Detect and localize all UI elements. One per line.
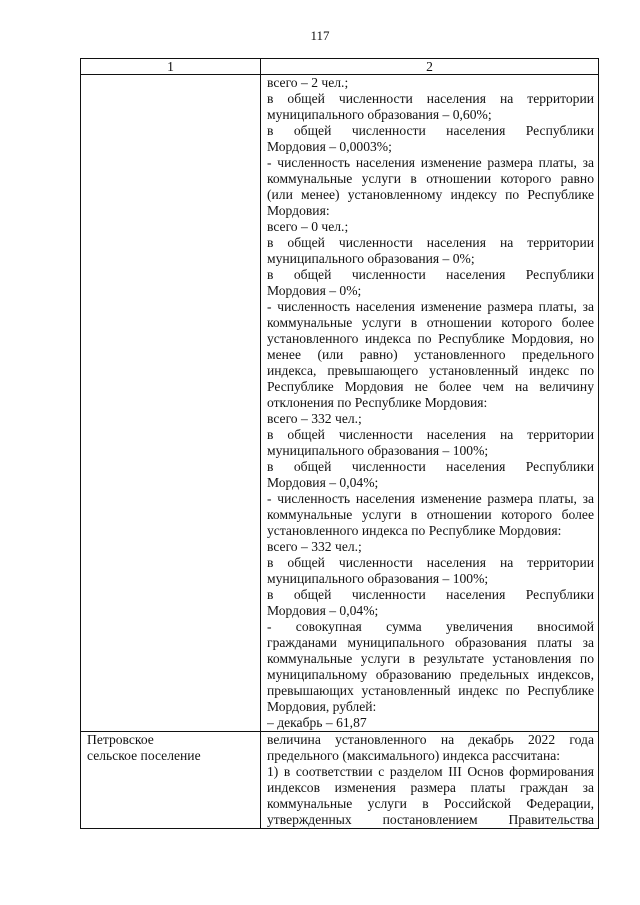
text-line: величина установленного на декабрь 2022 года: [267, 732, 594, 747]
indicator-cell: [261, 732, 599, 829]
text-line: - численность населения изменение размера платы, за: [267, 491, 594, 506]
text-line: Мордовия:: [267, 203, 330, 218]
text-line: муниципальному образованию предельных индексов,: [267, 667, 594, 682]
text-line: в общей численности населения на территории: [267, 91, 594, 106]
text-line: предельного (максимального) индекса рассчитана:: [267, 748, 561, 763]
text-line: коммунальные услуги в отношении которого более: [267, 315, 594, 330]
table-header-row: [81, 59, 599, 75]
municipality-name: Петровское: [87, 732, 154, 747]
text-line: Мордовия – 0%;: [267, 283, 362, 298]
text-line: всего – 332 чел.;: [267, 411, 362, 426]
text-line: превышающих установленный индекс по Республике: [267, 683, 594, 698]
text-line: индексов изменения размера платы граждан за: [267, 780, 594, 795]
text-line: всего – 2 чел.;: [267, 75, 349, 90]
text-line: коммунальные услуги в результате установления по: [267, 651, 594, 666]
text-line: гражданами муниципального образования платы за: [267, 635, 594, 650]
text-line: муниципального образования – 0%;: [267, 251, 475, 266]
text-line: утвержденных постановлением Правительства: [267, 812, 594, 827]
document-table: [80, 58, 599, 829]
indicator-text: [267, 732, 594, 828]
column-header: 1: [81, 59, 261, 75]
text-line: в общей численности населения Республики: [267, 459, 594, 474]
text-line: – декабрь – 61,87: [267, 715, 367, 730]
text-line: коммунальные услуги в Российской Федерации,: [267, 796, 594, 811]
text-line: в общей численности населения Республики: [267, 123, 594, 138]
text-line: установленного индекса по Республике Мордовия:: [267, 523, 562, 538]
text-line: - численность населения изменение размера платы, за: [267, 299, 594, 314]
column-header: 2: [261, 59, 599, 75]
text-line: муниципального образования – 100%;: [267, 571, 489, 586]
table-row: [81, 732, 599, 829]
text-line: в общей численности населения на территории: [267, 427, 594, 442]
text-line: Мордовия – 0,04%;: [267, 603, 379, 618]
text-line: всего – 0 чел.;: [267, 219, 349, 234]
text-line: 1) в соответствии с разделом III Основ формирования: [267, 764, 594, 779]
text-line: Мордовия – 0,04%;: [267, 475, 379, 490]
page-number: 117: [310, 28, 330, 43]
text-line: в общей численности населения Республики: [267, 267, 594, 282]
text-line: менее (или равно) установленного предельного: [267, 347, 594, 362]
municipality-cell: [81, 732, 261, 829]
indicator-text: [267, 75, 594, 731]
municipality-type: сельское поселение: [87, 748, 201, 763]
text-line: (или менее) установленному индексу по Республике: [267, 187, 594, 202]
text-line: всего – 332 чел.;: [267, 539, 362, 554]
text-line: в общей численности населения Республики: [267, 587, 594, 602]
text-line: в общей численности населения на территории: [267, 235, 594, 250]
text-line: Республике Мордовия не более чем на величину: [267, 379, 594, 394]
text-line: коммунальные услуги в отношении которого равно: [267, 171, 594, 186]
text-line: установленного индекса по Республике Мордовия, но: [267, 331, 594, 346]
text-line: муниципального образования – 100%;: [267, 443, 489, 458]
indicator-cell: [261, 75, 599, 732]
text-line: в общей численности населения на территории: [267, 555, 594, 570]
table-row: [81, 75, 599, 732]
text-line: - совокупная сумма увеличения вносимой: [267, 619, 594, 634]
municipality-cell: [81, 75, 261, 732]
text-line: муниципального образования – 0,60%;: [267, 107, 492, 122]
text-line: индекса, превышающего установленный индекс по: [267, 363, 594, 378]
text-line: Мордовия – 0,0003%;: [267, 139, 392, 154]
text-line: - численность населения изменение размера платы, за: [267, 155, 594, 170]
text-line: отклонения по Республике Мордовия:: [267, 395, 488, 410]
text-line: Мордовия, рублей:: [267, 699, 377, 714]
text-line: коммунальные услуги в отношении которого более: [267, 507, 594, 522]
